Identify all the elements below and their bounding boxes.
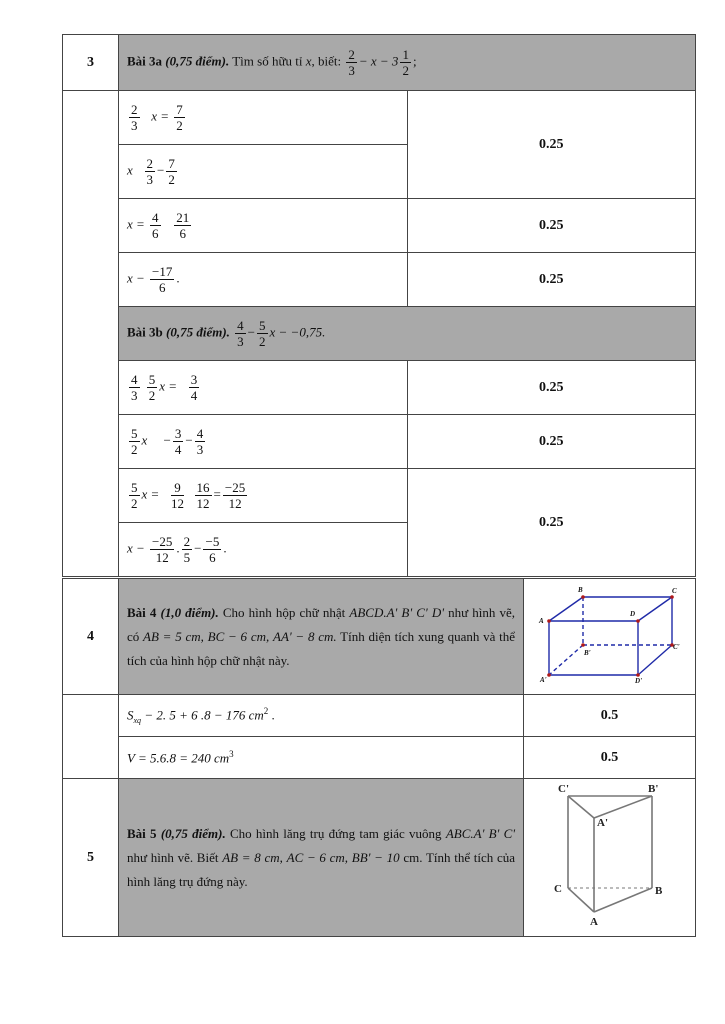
label-C-prime: C' — [557, 783, 569, 795]
label-C-prime: C' — [672, 643, 680, 651]
label-B: B — [577, 586, 583, 594]
row-bai3b-header — [63, 307, 696, 361]
label-D-prime: D' — [634, 677, 642, 685]
rectangular-box-figure — [535, 581, 685, 687]
bai3a-prompt: Bài 3a (0,75 điểm). Tìm số hữu tỉ x, biết: $\frac{2}{3}$ − x − 3 $\frac{1}{2}$ ; — [119, 35, 696, 91]
q3-number-cell-empty — [63, 91, 119, 577]
question-number-3: 3 — [63, 35, 119, 91]
label-D: D — [629, 610, 635, 618]
label-A-prime: A' — [596, 817, 608, 829]
score-cell: 0.25 — [407, 415, 696, 469]
row-bai3a-header — [63, 35, 696, 91]
score-cell: 0.25 — [407, 253, 696, 307]
label-B: B — [654, 885, 662, 897]
label-A-prime: A' — [539, 676, 547, 684]
row-volume — [63, 737, 696, 779]
score-cell: 0.25 — [407, 361, 696, 415]
label-B-prime: B' — [583, 649, 591, 657]
label-A: A — [538, 617, 544, 625]
triangular-prism-figure — [548, 780, 672, 930]
score-cell: 0.25 — [407, 469, 696, 577]
label-C: C — [553, 883, 562, 895]
q4-number-cell-empty — [63, 695, 119, 779]
solution-sxq: $S_{xq} - 2$. 5 + 6 .8 − 176 $cm^2$ . — [119, 695, 524, 737]
score-cell: 0.5 — [524, 737, 696, 779]
solution-step-6: $\frac{5}{2}$ x − $\frac{3}{4}$ − $\frac{4}{3}$ — [119, 415, 408, 469]
bai3b-prompt: Bài 3b (0,75 điểm). $\frac{4}{3}$ − $\frac{5}{2}$ x − −0,75. — [119, 307, 696, 361]
score-cell: 0.5 — [524, 695, 696, 737]
row-step-1 — [63, 91, 696, 145]
fraction: $\frac{2}{3}$ — [348, 47, 355, 78]
score-cell: 0.25 — [407, 91, 696, 199]
solution-step-4: x − $\frac{-17}{6}$ . — [119, 253, 408, 307]
row-bai4-prompt — [63, 579, 696, 695]
solution-step-2: x $\frac{2}{3}$ − $\frac{7}{2}$ — [119, 145, 408, 199]
row-step-3 — [63, 199, 696, 253]
row-step-4 — [63, 253, 696, 307]
question-number-4: 4 — [63, 579, 119, 695]
score-cell: 0.25 — [407, 199, 696, 253]
bai5-prompt: Bài 5 (0,75 điểm). Cho hình lăng trụ đứng tam giác vuông ABC.A' B' C' như hình vẽ. Biết AB = 8 cm, AC − 6 cm, BB' − 10 cm. Tính thể tích của hình lăng trụ đứng này. — [119, 779, 524, 937]
label-C: C — [671, 587, 677, 595]
row-step-5 — [63, 361, 696, 415]
box-figure-cell — [524, 579, 696, 695]
row-sxq — [63, 695, 696, 737]
answer-table — [62, 34, 696, 577]
solution-volume: V = 5.6.8 = 240 $cm^3$ — [119, 737, 524, 779]
row-step-7 — [63, 469, 696, 523]
solution-step-1: $\frac{2}{3}$ x = $\frac{7}{2}$ — [119, 91, 408, 145]
solution-step-7: $\frac{5}{2}$ x = $\frac{9}{12}$ $\frac{16}{12}$ = $\frac{-25}{12}$ — [119, 469, 408, 523]
question-number-5: 5 — [63, 779, 119, 937]
row-bai5-prompt — [63, 779, 696, 937]
answer-table-part-2 — [62, 578, 696, 937]
label-B-prime: B' — [647, 783, 658, 795]
prism-figure-cell — [524, 779, 696, 937]
fraction: $\frac{1}{2}$ — [402, 47, 409, 78]
row-step-6 — [63, 415, 696, 469]
solution-step-5: $\frac{4}{3}$ $\frac{5}{2}$ x = $\frac{3}{4}$ — [119, 361, 408, 415]
bai4-prompt: Bài 4 (1,0 điểm). Cho hình hộp chữ nhật ABCD.A' B' C' D' như hình vẽ, có AB = 5 cm, BC − 6 cm, AA' − 8 cm. Tính diện tích xung quanh và thể tích của hình hộp chữ nhật này. — [119, 579, 524, 695]
label-A: A — [589, 916, 598, 928]
solution-step-3: x = $\frac{4}{6}$ $\frac{21}{6}$ — [119, 199, 408, 253]
solution-step-8: x − $\frac{-25}{12}$ . $\frac{2}{5}$ − $\frac{-5}{6}$ . — [119, 523, 408, 577]
